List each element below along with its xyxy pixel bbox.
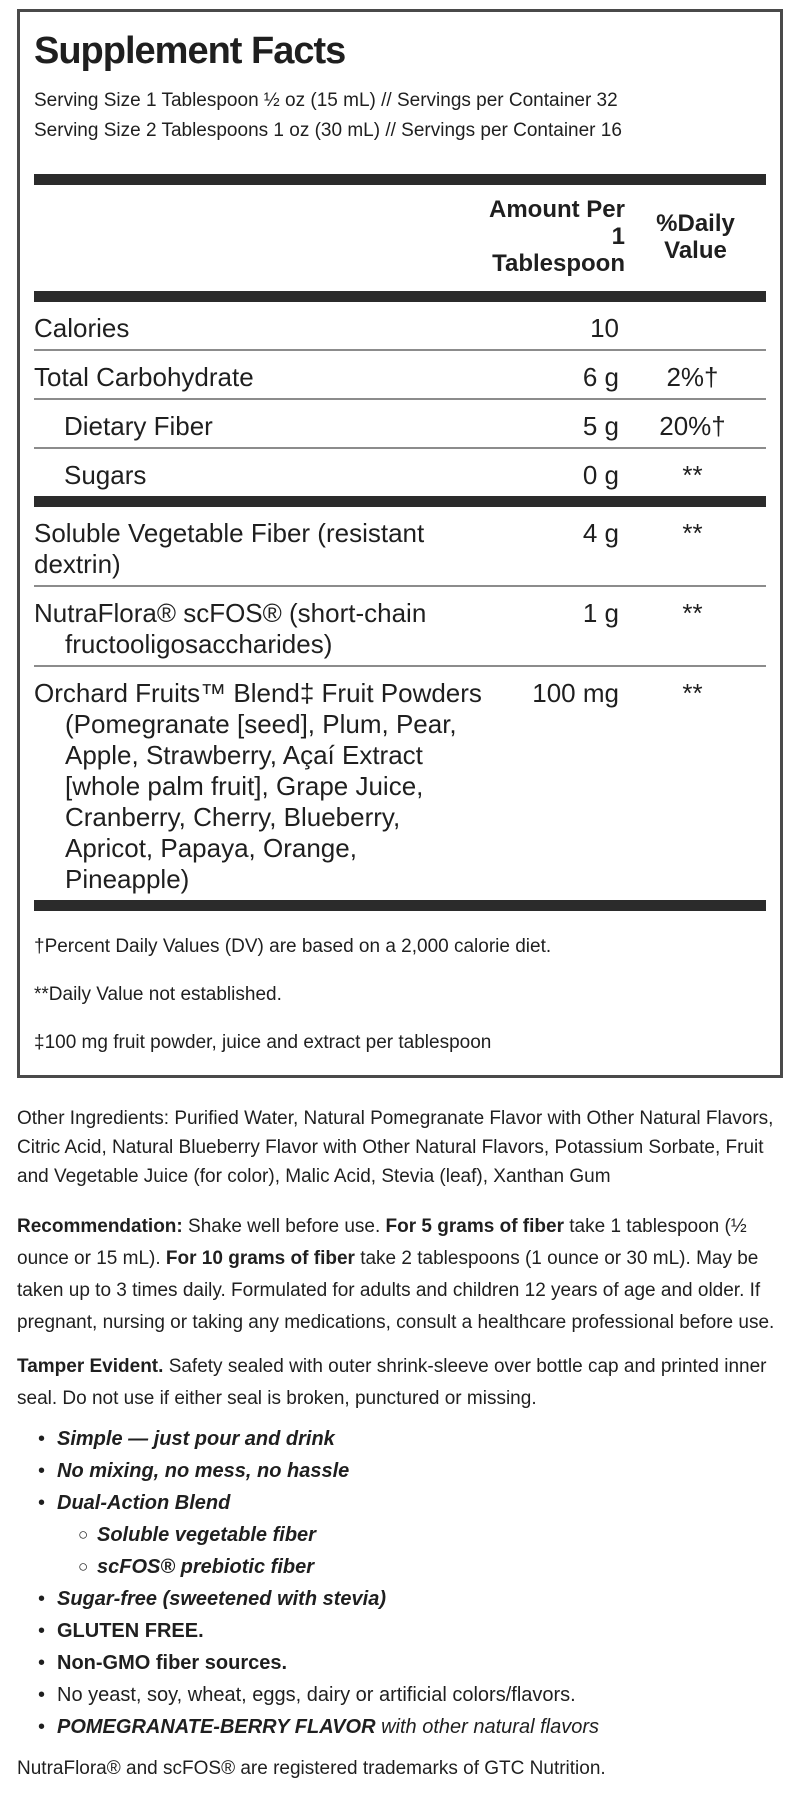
nutrient-name-line: Orchard Fruits™ Blend‡ Fruit Powders	[34, 678, 482, 708]
column-header-amount	[475, 196, 625, 277]
nutrient-row	[34, 667, 766, 900]
daily-value: **	[682, 598, 703, 628]
nutrient-name-line: NutraFlora® scFOS® (short-chain	[34, 598, 427, 628]
footnote: **Daily Value not established.	[34, 984, 282, 1005]
nutrient-rows	[34, 302, 766, 911]
nutrient-row	[34, 587, 766, 665]
text-segment: Recommendation:	[17, 1216, 189, 1237]
supplement-facts-title: Supplement Facts	[34, 30, 346, 72]
daily-value: **	[682, 460, 703, 490]
bullet-marker: •	[38, 1684, 46, 1706]
text-segment: scFOS® prebiotic fiber	[97, 1556, 315, 1578]
bullet-marker: •	[38, 1716, 46, 1738]
text-segment: POMEGRANATE-BERRY FLAVOR	[57, 1716, 376, 1738]
nutrient-name-line: Sugars	[64, 460, 147, 490]
nutrient-name-line: Cranberry, Cherry, Blueberry,	[65, 802, 401, 832]
feature-list-item	[17, 1711, 783, 1743]
text-segment: GLUTEN FREE.	[57, 1620, 204, 1642]
daily-value: 20%†	[659, 411, 726, 441]
feature-list-item	[17, 1455, 783, 1487]
nutrient-name-line: dextrin)	[34, 549, 121, 579]
bullet-marker: •	[38, 1428, 46, 1450]
footnotes	[34, 935, 766, 1055]
nutrient-name	[34, 518, 489, 580]
feature-list-item	[17, 1583, 783, 1615]
text-segment: Non-GMO fiber sources.	[57, 1652, 288, 1674]
nutrient-row	[34, 400, 766, 447]
text-segment: Dual-Action Blend	[57, 1492, 231, 1514]
feature-list-item	[17, 1615, 783, 1647]
amount-value: 100 mg	[532, 678, 619, 708]
amount-value: 10	[590, 313, 619, 343]
thick-divider-bar	[34, 291, 766, 302]
text-segment: Soluble vegetable fiber	[97, 1524, 316, 1546]
nutrient-name	[34, 411, 489, 442]
header-line: %Daily	[656, 209, 735, 237]
text-segment: with other natural flavors	[375, 1716, 599, 1738]
header-line: Tablespoon	[492, 250, 625, 277]
nutrient-name-line: Pineapple)	[65, 864, 190, 894]
table-header	[34, 185, 766, 291]
feature-list-item	[17, 1423, 783, 1455]
text-segment: For 10 grams of fiber	[165, 1248, 355, 1269]
bullet-marker: ○	[78, 1525, 89, 1544]
daily-value	[619, 313, 766, 344]
nutrient-row	[34, 507, 766, 585]
text-segment: Tamper Evident.	[17, 1356, 169, 1377]
text-segment: take 1 tablespoon (½ ounce or 15 mL).	[17, 1216, 747, 1269]
amount-value: 1 g	[582, 598, 619, 628]
thick-divider-bar	[34, 496, 766, 507]
recommendation	[17, 1211, 783, 1339]
amount-value: 5 g	[582, 411, 619, 441]
footnote: †Percent Daily Values (DV) are based on a 2,000 calorie diet.	[34, 936, 552, 957]
nutrient-name-line: Apricot, Papaya, Orange,	[65, 833, 357, 863]
feature-list-item	[17, 1679, 783, 1711]
nutrient-name-line: Dietary Fiber	[64, 411, 213, 441]
nutrient-name	[34, 678, 489, 895]
daily-value: 2%†	[666, 362, 719, 392]
header-line: Amount Per	[488, 196, 625, 223]
serving-size-line-1: Serving Size 1 Tablespoon ½ oz (15 mL) // Servings per Container 32	[34, 90, 618, 111]
amount-value: 0 g	[582, 460, 619, 490]
bullet-marker: ○	[78, 1557, 89, 1576]
nutrient-name	[34, 313, 489, 344]
amount-value: 4 g	[582, 518, 619, 548]
tamper-evident	[17, 1351, 783, 1415]
nutrient-name-line: Calories	[34, 313, 130, 343]
thick-divider-bar	[34, 174, 766, 185]
text-segment: No mixing, no mess, no hassle	[57, 1460, 350, 1482]
daily-value: **	[682, 518, 703, 548]
nutrient-name-line: Total Carbohydrate	[34, 362, 254, 392]
column-header-daily-value	[625, 210, 766, 264]
text-segment: take 2 tablespoons (1 ounce or 30 mL). May be taken up to 3 times daily. Formulated for adults and children 12 years of age and older. If pregnant, nursing or taking any medications, consult a healthcare professional before use.	[17, 1248, 775, 1333]
feature-list	[17, 1423, 783, 1743]
header-line: 1	[611, 223, 625, 250]
amount-value: 6 g	[582, 362, 619, 392]
bullet-marker: •	[38, 1460, 46, 1482]
header-line: Value	[664, 236, 727, 264]
serving-size-line-2: Serving Size 2 Tablespoons 1 oz (30 mL) // Servings per Container 16	[34, 120, 622, 141]
text-segment: Shake well before use.	[188, 1216, 386, 1237]
feature-list-item	[17, 1551, 783, 1583]
nutrient-name-line: [whole palm fruit], Grape Juice,	[65, 771, 424, 801]
bullet-marker: •	[38, 1652, 46, 1674]
nutrient-name-line: fructooligosaccharides)	[65, 629, 333, 659]
other-ingredients: Other Ingredients: Purified Water, Natural Pomegranate Flavor with Other Natural Flavors, Citric Acid, Natural Blueberry Flavor with Other Natural Flavors, Potassium Sorbate, Fruit and Vegetable Juice (for color), Malic Acid, Stevia (leaf), Xanthan Gum	[17, 1108, 774, 1187]
text-segment: Simple — just pour and drink	[57, 1428, 335, 1450]
feature-list-item	[17, 1487, 783, 1519]
bullet-marker: •	[38, 1588, 46, 1610]
thick-divider-bar	[34, 900, 766, 911]
feature-list-item	[17, 1647, 783, 1679]
text-segment: Safety sealed with outer shrink-sleeve over bottle cap and printed inner seal. Do not use if either seal is broken, punctured or missing.	[17, 1356, 767, 1409]
bullet-marker: •	[38, 1620, 46, 1642]
nutrient-row	[34, 351, 766, 398]
nutrient-name-line: (Pomegranate [seed], Plum, Pear,	[65, 709, 457, 739]
footnote: ‡100 mg fruit powder, juice and extract per tablespoon	[34, 1032, 492, 1053]
nutrient-row	[34, 449, 766, 496]
nutrient-name-line: Apple, Strawberry, Açaí Extract	[65, 740, 423, 770]
nutrient-name	[34, 362, 489, 393]
bullet-marker: •	[38, 1492, 46, 1514]
trademark-note: NutraFlora® and scFOS® are registered trademarks of GTC Nutrition.	[17, 1758, 606, 1779]
text-segment: Sugar-free (sweetened with stevia)	[57, 1588, 386, 1610]
text-segment: For 5 grams of fiber	[385, 1216, 564, 1237]
text-segment: No yeast, soy, wheat, eggs, dairy or artificial colors/flavors.	[57, 1684, 576, 1706]
daily-value: **	[682, 678, 703, 708]
supplement-facts-panel	[17, 9, 783, 1078]
nutrient-name	[34, 598, 489, 660]
nutrient-name	[34, 460, 489, 491]
nutrient-row	[34, 302, 766, 349]
feature-list-item	[17, 1519, 783, 1551]
nutrient-name-line: Soluble Vegetable Fiber (resistant	[34, 518, 425, 548]
